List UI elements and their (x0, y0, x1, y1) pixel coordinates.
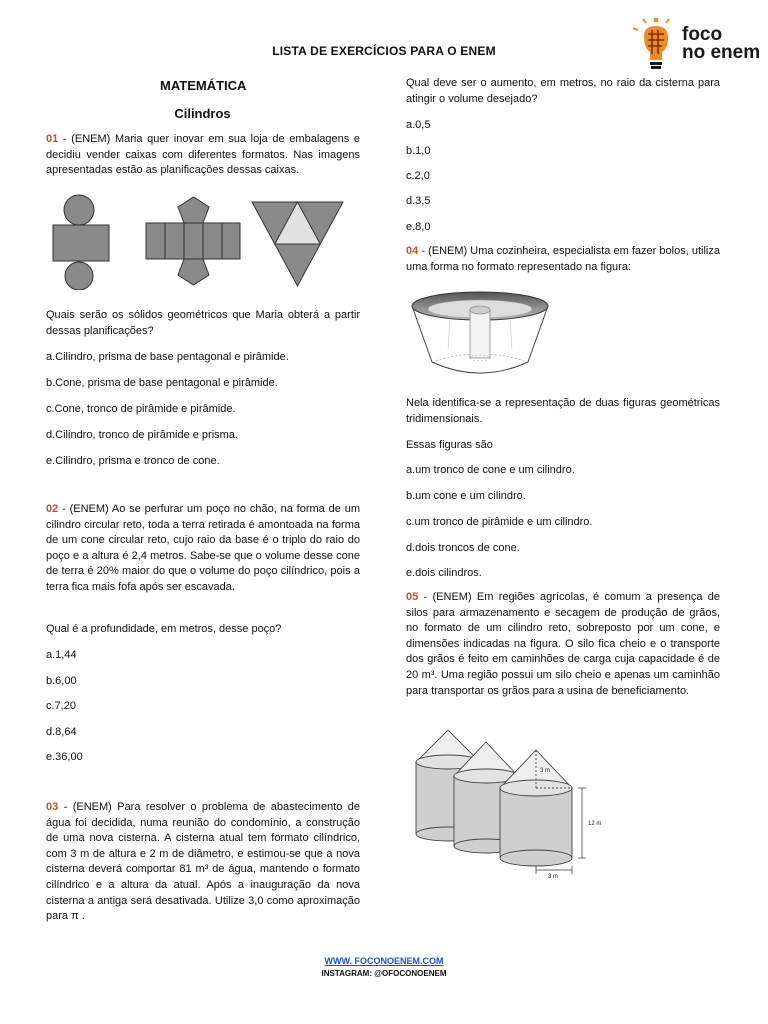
question-4-after-text: Nela identifica-se a representação de duas figuras geométricas tridimensionais. (406, 397, 720, 425)
question-4-text (406, 244, 720, 275)
q4-option-a: a.um tronco de cone e um cilindro. (406, 464, 575, 476)
question-4-label: 04 - (406, 245, 425, 257)
q1-option-b: b.Cone, prisma de base pentagonal e pirâmide. (46, 377, 278, 389)
question-3-prompt: Qual deve ser o aumento, em metros, no raio da cisterna para atingir o volume desejado? (406, 77, 720, 105)
silo-cylinder-height-label: 12 m (588, 821, 602, 827)
q2-option-c: c.7,20 (46, 700, 76, 712)
logo-text-foco: foco (682, 24, 723, 45)
document-title: LISTA DE EXERCÍCIOS PARA O ENEM (272, 44, 496, 58)
q1-option-c: c.Cone, tronco de pirâmide e pirâmide. (46, 403, 236, 415)
q2-option-e: e.36,00 (46, 751, 83, 763)
question-3-body: (ENEM) Para resolver o problema de abastecimento de água foi decidida, numa reunião do condomínio, a construção de uma nova cisterna. A cisterna atual tem formato cilíndrico, com 3 m de altura e 2 m de diâmetro, e estimou-se que a nova cisterna deverá comportar 81 m³ de água, mantendo o formato cilíndrico e a altura da atual. Após a inauguração da nova cisterna a antiga será desativada. Utilize 3,0 como aproximação para π . (46, 801, 360, 923)
question-1-label: 01 - (46, 133, 67, 145)
question-5-label: 05 - (406, 591, 428, 603)
subject-heading: MATEMÁTICA (160, 78, 247, 93)
cake-pan-figure (410, 288, 550, 376)
cylinder-net (53, 195, 109, 290)
q4-option-b: b.um cone e um cilindro. (406, 490, 526, 502)
question-3-text (46, 800, 360, 925)
q3-option-d: d.3,5 (406, 195, 431, 207)
silo-radius-label: 3 m (548, 874, 559, 880)
q2-option-d: d.8,64 (46, 726, 77, 738)
question-2-text (46, 502, 360, 596)
brain-icon (630, 14, 678, 72)
q1-option-d: d.Cilindro, tronco de pirâmide e prisma. (46, 429, 238, 441)
q1-option-a: a.Cilindro, prisma de base pentagonal e pirâmide. (46, 351, 289, 363)
question-4-prompt: Essas figuras são (406, 439, 493, 451)
silos-figure (412, 728, 622, 880)
question-3-label: 03 - (46, 801, 68, 813)
brand-logo (630, 14, 765, 74)
q2-option-a: a.1,44 (46, 649, 77, 661)
q3-option-e: e.8,0 (406, 221, 431, 233)
pentagonal-prism-net (146, 197, 240, 285)
question-5-text (406, 590, 720, 699)
q3-option-b: b.1,0 (406, 145, 431, 157)
question-1-body: (ENEM) Maria quer inovar em sua loja de embalagens e decidiu vender caixas com diferentes formatos. Nas imagens apresentadas estão as planificações dessas caixas. (46, 133, 360, 177)
q1-option-e: e.Cilindro, prisma e tronco de cone. (46, 455, 220, 467)
q4-option-d: d.dois troncos de cone. (406, 542, 520, 554)
silo-cone-height-label: 3 m (540, 768, 551, 774)
question-2-label: 02 - (46, 503, 66, 515)
question-1-text (46, 132, 360, 179)
website-link[interactable]: WWW. FOCONOENEM.COM (324, 956, 444, 966)
q3-option-a: a.0,5 (406, 119, 431, 131)
question-2-body: (ENEM) Ao se perfurar um poço no chão, na forma de um cilindro circular reto, toda a terra retirada é amontoada na forma de um cone circular reto, cujo raio da base é o triplo do raio do poço e a altura é 2,4 metros. Sabe-se que o volume desse cone de terra é 20% maior do que o volume do poço cilíndrico, pois a terra fica mais fofa após ser escavada. (46, 503, 360, 593)
question-2-prompt: Qual é a profundidade, em metros, desse poço? (46, 623, 282, 635)
instagram-handle: INSTAGRAM: @OFOCONOENEM (321, 969, 447, 978)
q4-option-c: c.um tronco de pirâmide e um cilindro. (406, 516, 593, 528)
question-4-body: (ENEM) Uma cozinheira, especialista em fazer bolos, utiliza uma forma no formato representado na figura: (406, 245, 720, 273)
silo-front (500, 750, 572, 866)
question-1-prompt: Quais serão os sólidos geométricos que Maria obterá a partir dessas planificações? (46, 309, 360, 337)
question-5-body: (ENEM) Em regiões agrícolas, é comum a presença de silos para armazenamento e secagem de produção de grãos, no formato de um cilindro reto, sobreposto por um cone, e dimensões indicadas na figura. O silo fica cheio e o transporte dos grãos é feito em caminhões de carga cuja capacidade é de 20 m³. Uma região possui um silo cheio e apenas um caminhão para transportar os grãos para a usina de beneficiamento. (406, 591, 720, 697)
pyramid-net (252, 202, 343, 286)
planifications-figure (50, 194, 350, 290)
q2-option-b: b.6,00 (46, 675, 77, 687)
q3-option-c: c.2,0 (406, 170, 430, 182)
logo-text-no-enem: no enem (682, 42, 761, 63)
q4-option-e: e.dois cilindros. (406, 567, 482, 579)
topic-heading: Cilindros (174, 106, 231, 121)
